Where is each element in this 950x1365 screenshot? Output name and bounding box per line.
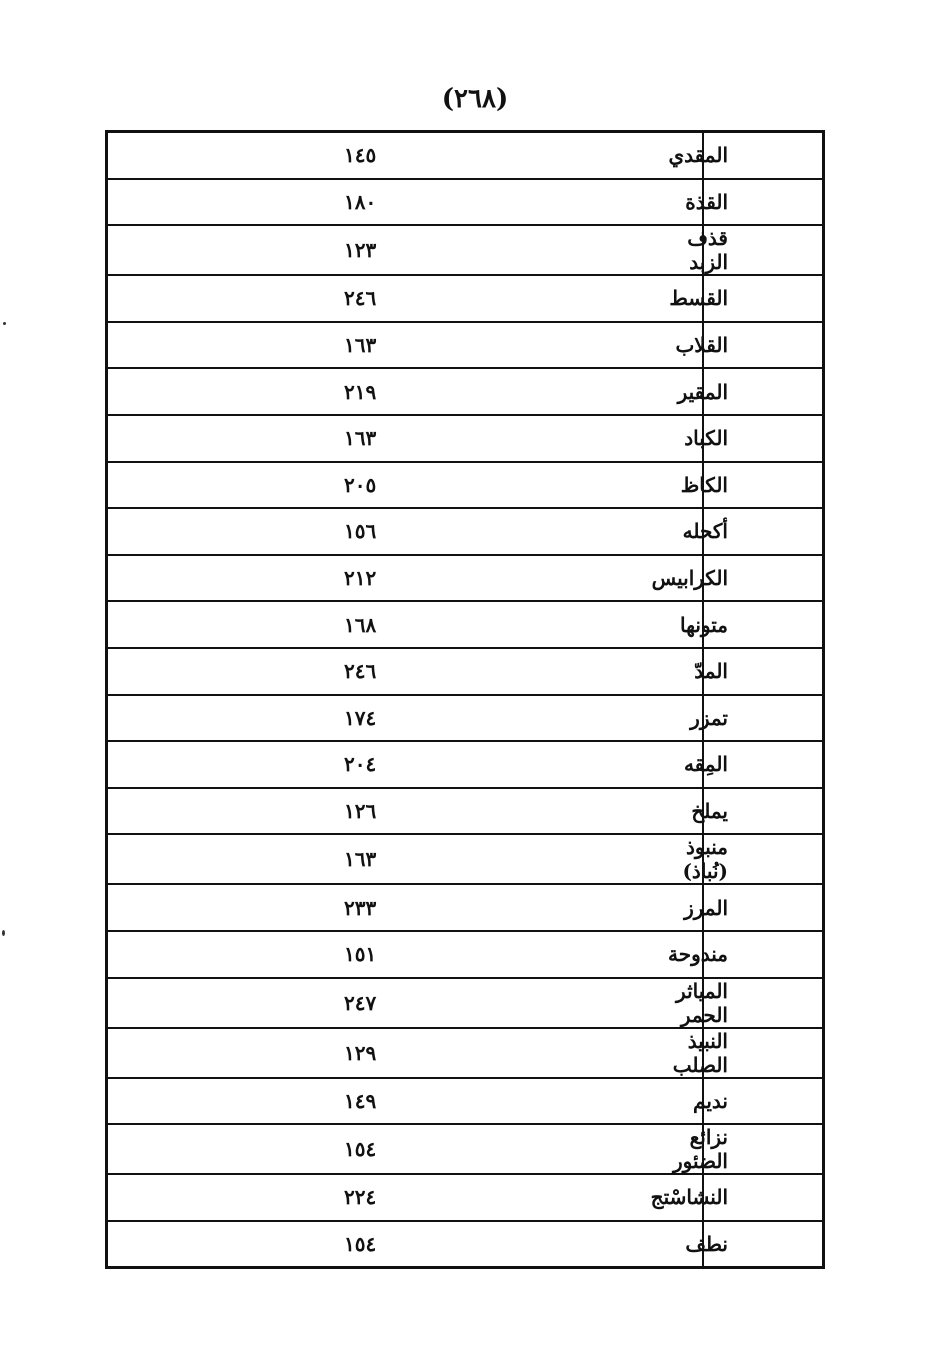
table-row [107,322,824,369]
table-row [107,132,824,179]
index-term: القذة [703,179,824,226]
index-term: نديم [703,1078,824,1125]
page-ref: ١٢٣ [107,225,704,275]
page-ref: ٢٢٤ [107,1174,704,1221]
page-ref: ١٤٩ [107,1078,704,1125]
index-term: النبيذ الصلب [703,1028,824,1078]
index-term: نزائع الضئور [703,1124,824,1174]
index-term: يملخ [703,788,824,835]
index-term: نطف [685,1231,728,1256]
table-row [107,601,824,648]
table-row [107,1124,824,1174]
index-term: الكباد [703,415,824,462]
index-term: المدّ [703,648,824,695]
table-row [107,978,824,1028]
page-ref: ٢٤٦ [107,648,704,695]
table-row [107,788,824,835]
index-term: المرز [703,884,824,931]
table-row [107,931,824,978]
index-term: المِقه [703,741,824,788]
page-ref: ٢١٢ [107,555,704,602]
table-row [107,555,824,602]
table-row [107,1078,824,1125]
table-row [107,1221,824,1268]
table-row [107,884,824,931]
table-row [107,415,824,462]
index-term: النشاسْتج [703,1174,824,1221]
index-term: الكاظ [703,462,824,509]
table-row [107,179,824,226]
page-ref: ١٦٨ [107,601,704,648]
table-row [107,225,824,275]
index-term: منبوذ (نُباذ) [703,834,824,884]
page-ref: ١٥٤ [107,1221,704,1268]
index-table [105,130,825,1269]
index-term: قذف الزبد [703,225,824,275]
index-term: القسط [703,275,824,322]
table-row [107,834,824,884]
index-term: المقدي [703,132,824,179]
index-term: أكحله [703,508,824,555]
index-term: متونها [703,601,824,648]
table-row [107,1028,824,1078]
page-ref: ١٢٦ [107,788,704,835]
page-ref: ٢٠٥ [107,462,704,509]
index-term: الكرابيس [703,555,824,602]
page-ref: ٢١٩ [107,368,704,415]
table-row [107,1174,824,1221]
page-number: (٢٦٨) [441,84,509,114]
table-row [107,695,824,742]
page-ref: ١٢٩ [107,1028,704,1078]
page-ref: ٢٤٧ [107,978,704,1028]
index-term: مندوحة [703,931,824,978]
index-term: تمزر [703,695,824,742]
page-ref: ١٦٣ [107,834,704,884]
page-ref: ٢٣٣ [107,884,704,931]
index-term: المياثر الحمر [703,978,824,1028]
page-ref: ١٥٤ [107,1124,704,1174]
page-ref: ١٥١ [107,931,704,978]
table-row [107,368,824,415]
page-ref: ٢٤٦ [107,275,704,322]
page-ref: ١٥٦ [107,508,704,555]
page-ref: ١٦٣ [107,415,704,462]
table-row [107,508,824,555]
page-ref: ١٧٤ [107,695,704,742]
index-term: القلاب [703,322,824,369]
table-row [107,741,824,788]
scan-speck [3,322,6,325]
table-row [107,275,824,322]
index-term: المقير [703,368,824,415]
scan-speck [2,930,5,936]
table-row [107,462,824,509]
page-ref: ٢٠٤ [107,741,704,788]
page-ref: ١٨٠ [107,179,704,226]
table-row [107,648,824,695]
page-ref: ١٦٣ [107,322,704,369]
page-ref: ١٤٥ [107,132,704,179]
